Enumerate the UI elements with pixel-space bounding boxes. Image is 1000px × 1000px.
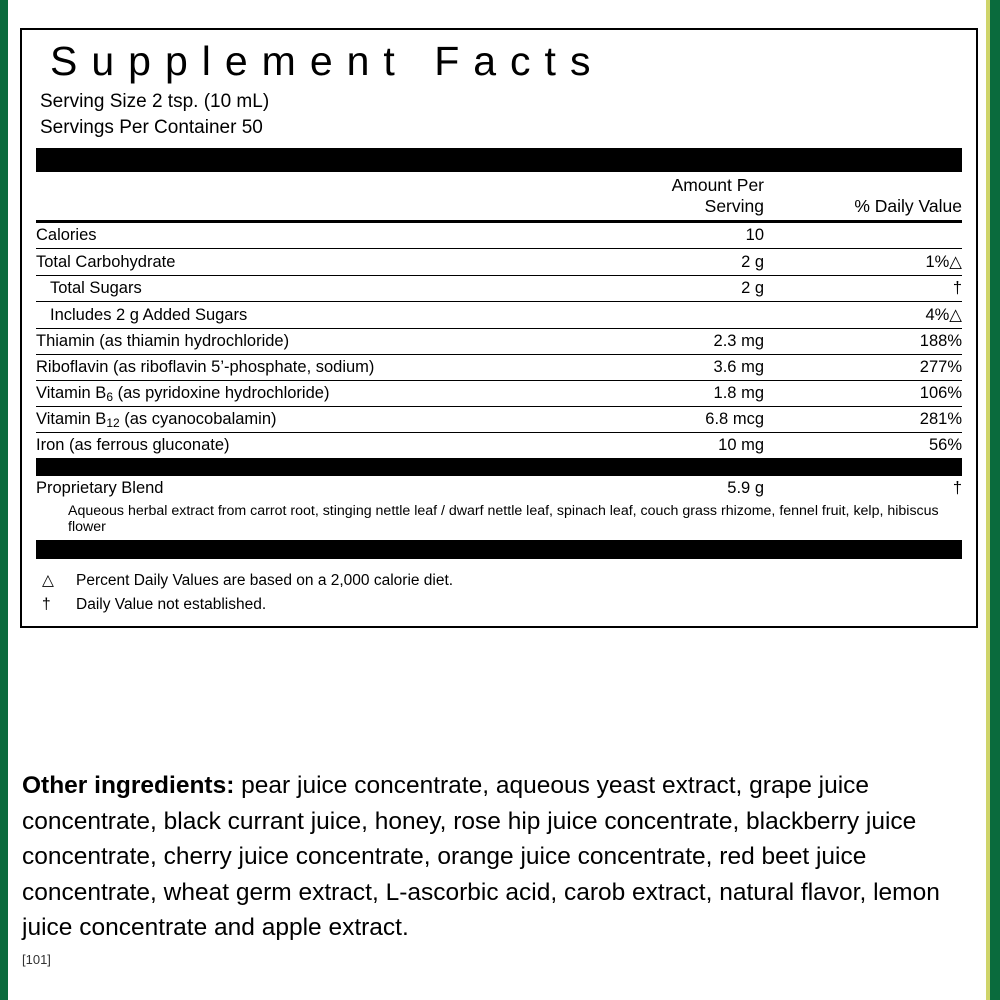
heavy-rule-top [36, 148, 962, 172]
footnotes [36, 569, 962, 616]
footnote-text: Daily Value not established. [76, 595, 267, 613]
table-row [36, 302, 962, 329]
row-daily-value: 281% [822, 407, 962, 433]
blend-description: Aqueous herbal extract from carrot root, stinging nettle leaf / dwarf nettle leaf, spinach leaf, couch grass rhizome, fennel fruit, kelp, hibiscus flower [36, 501, 962, 541]
row-name-text: Vitamin B [36, 384, 107, 403]
row-name-source: (as cyanocobalamin) [119, 410, 277, 429]
left-green-edge [0, 0, 8, 1000]
row-amount: 10 mg [718, 436, 764, 455]
row-name: Calories [36, 222, 612, 249]
row-name: Includes 2 g Added Sugars [36, 302, 612, 329]
table-row [36, 407, 962, 433]
row-amount: 6.8 mcg [612, 407, 822, 433]
row-daily-value: 1%△ [822, 249, 962, 276]
header-amount-per-serving: Amount Per Serving [612, 172, 822, 222]
row-amount: 1.8 mg [612, 381, 822, 407]
row-name-subscript: 12 [106, 416, 120, 431]
footnote [36, 593, 962, 616]
footnote-symbol: † [42, 595, 51, 613]
table-row [36, 329, 962, 355]
header-nutrient [36, 172, 612, 222]
heavy-rule-bottom [36, 541, 962, 559]
row-name [36, 381, 612, 407]
row-amount: 10 [612, 222, 822, 249]
supplement-facts-panel [20, 28, 978, 628]
row-daily-value [822, 222, 962, 249]
row-daily-value: 188% [822, 329, 962, 355]
blend-row [36, 476, 962, 501]
row-daily-value: 106% [822, 381, 962, 407]
row-daily-value: 277% [822, 355, 962, 381]
footnote-symbol: △ [42, 572, 54, 590]
table-header-row [36, 172, 962, 222]
proprietary-blend-table [36, 476, 962, 541]
table-row [36, 222, 962, 249]
blend-name: Proprietary Blend [36, 479, 164, 498]
row-name-source: (as pyridoxine hydrochloride) [113, 384, 330, 403]
row-amount: 2.3 mg [612, 329, 822, 355]
table-row [36, 249, 962, 276]
serving-size: Serving Size 2 tsp. (10 mL) [40, 91, 270, 113]
supplement-facts-title: Supplement Facts [50, 38, 605, 84]
footnote-text: Percent Daily Values are based on a 2,000 calorie diet. [76, 572, 454, 590]
row-amount: 2 g [612, 276, 822, 302]
blend-amount: 5.9 g [727, 479, 764, 498]
blend-description-row [36, 501, 962, 541]
nutrition-table [36, 172, 962, 458]
table-row [36, 433, 962, 459]
row-name-subscript: 6 [106, 390, 113, 405]
row-name [36, 407, 612, 433]
row-daily-value: 4%△ [822, 302, 962, 329]
row-name: Total Sugars [36, 276, 612, 302]
other-ingredients-text: pear juice concentrate, aqueous yeast extract, grape juice concentrate, black currant juice, honey, rose hip juice concentrate, blackberry juice concentrate, cherry juice concentrate, orange juice concentrate, red beet juice concentrate, wheat germ extract, L-ascorbic acid, carob extract, natural flavor, lemon juice concentrate and apple extract. [22, 772, 940, 942]
row-daily-value: 56% [928, 436, 962, 455]
other-ingredients-heading: Other ingredients: [22, 772, 235, 799]
right-green-edge [990, 0, 1000, 1000]
row-name: Riboflavin (as riboflavin 5’-phosphate, sodium) [36, 355, 612, 381]
row-amount [612, 302, 822, 329]
label-code: [101] [22, 952, 51, 967]
table-row [36, 276, 962, 302]
row-amount: 3.6 mg [612, 355, 822, 381]
table-row [36, 355, 962, 381]
header-daily-value: % Daily Value [822, 172, 962, 222]
row-name: Total Carbohydrate [36, 249, 612, 276]
row-name: Iron (as ferrous gluconate) [36, 436, 230, 455]
heavy-rule-mid [36, 458, 962, 476]
servings-per-container: Servings Per Container 50 [40, 116, 263, 138]
row-name: Thiamin (as thiamin hydrochloride) [36, 329, 612, 355]
row-name-text: Vitamin B [36, 410, 107, 429]
row-amount: 2 g [612, 249, 822, 276]
blend-daily-value: † [952, 479, 962, 498]
table-row [36, 381, 962, 407]
row-daily-value: † [822, 276, 962, 302]
footnote [36, 569, 962, 592]
other-ingredients [22, 768, 972, 946]
